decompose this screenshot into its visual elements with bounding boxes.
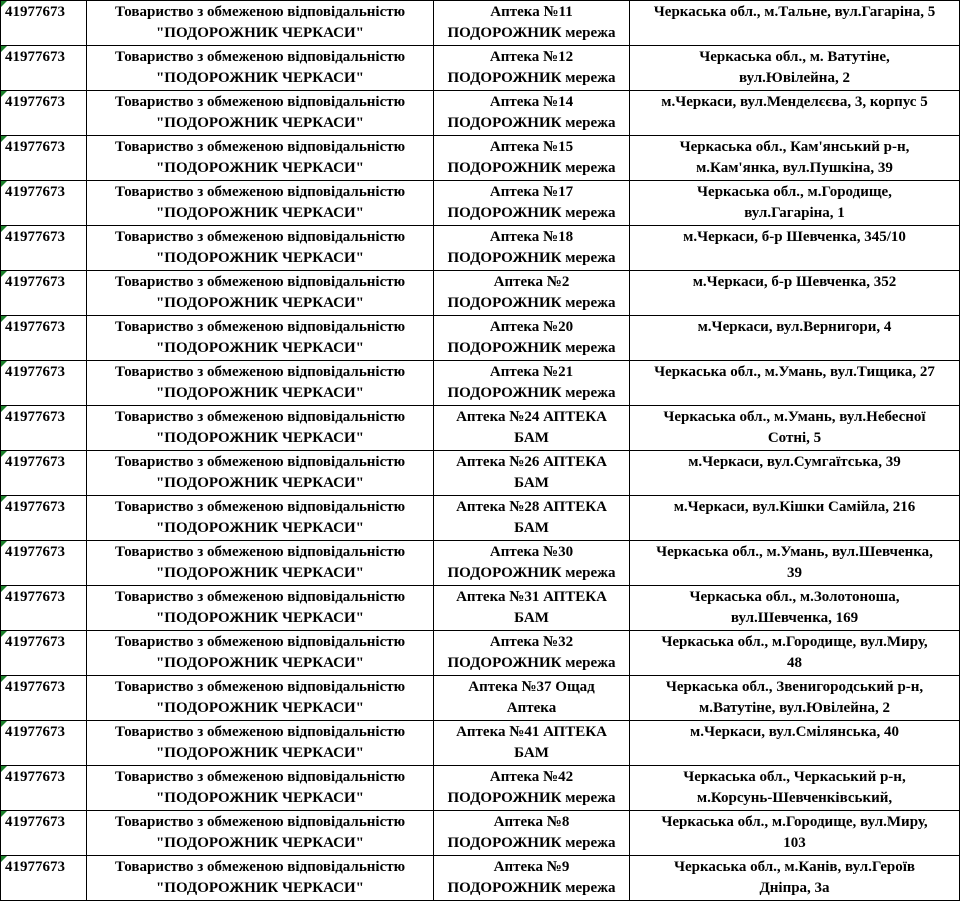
company-legal-form: Товариство з обмеженою відповідальністю: [114, 859, 406, 875]
table-row: [1, 811, 960, 856]
pharmacy-name-cell: [434, 316, 630, 361]
cell-marker-icon: [1, 856, 7, 862]
address-line-1: Черкаська обл., м.Золотоноша,: [689, 589, 900, 605]
pharmacy-network: БАМ: [514, 475, 549, 491]
edrpou-code-cell: [1, 766, 87, 811]
address-line-2: вул.Шевченка, 169: [730, 610, 859, 626]
pharmacy-name-cell: [434, 46, 630, 91]
cell-marker-icon: [1, 406, 7, 412]
pharmacy-number: Аптека №12: [489, 49, 574, 65]
pharmacy-name-cell: [434, 361, 630, 406]
company-legal-form: Товариство з обмеженою відповідальністю: [114, 4, 406, 20]
cell-marker-icon: [1, 316, 7, 322]
edrpou-code-cell: [1, 136, 87, 181]
pharmacy-name-cell: [434, 721, 630, 766]
address-cell: [630, 631, 960, 676]
edrpou-code-cell: [1, 46, 87, 91]
company-legal-form: Товариство з обмеженою відповідальністю: [114, 814, 406, 830]
pharmacy-name-cell: [434, 226, 630, 271]
cell-marker-icon: [1, 1, 7, 7]
address-line-2: Сотні, 5: [767, 430, 822, 446]
address-cell: [630, 856, 960, 901]
edrpou-code-cell: [1, 676, 87, 721]
address-line-1: м.Черкаси, вул.Сумгаїтська, 39: [688, 454, 901, 470]
pharmacy-number: Аптека №15: [489, 139, 574, 155]
address-line-1: Черкаська обл., м.Умань, вул.Тищика, 27: [654, 364, 935, 380]
pharmacy-network: Аптека: [506, 700, 557, 716]
address-line-1: Черкаська обл., м.Городище, вул.Миру,: [661, 814, 928, 830]
company-name-cell: [87, 46, 434, 91]
pharmacy-number: Аптека №11: [490, 4, 573, 20]
edrpou-code-cell: [1, 1, 87, 46]
pharmacy-number: Аптека №26 АПТЕКА: [456, 454, 607, 470]
company-legal-form: Товариство з обмеженою відповідальністю: [114, 589, 406, 605]
company-name: "ПОДОРОЖНИК ЧЕРКАСИ": [155, 70, 365, 86]
address-line-1: Черкаська обл., Черкаський р-н,: [683, 769, 906, 785]
company-legal-form: Товариство з обмеженою відповідальністю: [114, 679, 406, 695]
cell-marker-icon: [1, 811, 7, 817]
address-line-1: м.Черкаси, вул.Менделєєва, 3, корпус 5: [661, 94, 928, 110]
pharmacy-name-cell: [434, 271, 630, 316]
pharmacy-name-cell: [434, 856, 630, 901]
company-name-cell: [87, 271, 434, 316]
cell-marker-icon: [1, 766, 7, 772]
table-row: [1, 406, 960, 451]
pharmacy-network: ПОДОРОЖНИК мережа: [447, 565, 616, 581]
edrpou-code-cell: [1, 856, 87, 901]
company-name: "ПОДОРОЖНИК ЧЕРКАСИ": [155, 565, 365, 581]
company-name-cell: [87, 226, 434, 271]
edrpou-code: 41977673: [5, 724, 65, 740]
address-line-1: м.Черкаси, вул.Кішки Самійла, 216: [673, 499, 916, 515]
pharmacy-network: ПОДОРОЖНИК мережа: [447, 160, 616, 176]
company-legal-form: Товариство з обмеженою відповідальністю: [114, 454, 406, 470]
pharmacy-network: ПОДОРОЖНИК мережа: [447, 250, 616, 266]
edrpou-code: 41977673: [5, 409, 65, 425]
address-line-2: 48: [787, 655, 802, 671]
edrpou-code: 41977673: [5, 139, 65, 155]
company-name-cell: [87, 541, 434, 586]
company-name-cell: [87, 136, 434, 181]
address-cell: [630, 181, 960, 226]
address-line-1: Черкаська обл., Звенигородський р-н,: [665, 679, 924, 695]
cell-marker-icon: [1, 181, 7, 187]
edrpou-code-cell: [1, 316, 87, 361]
edrpou-code-cell: [1, 361, 87, 406]
company-name: "ПОДОРОЖНИК ЧЕРКАСИ": [155, 25, 365, 41]
pharmacy-number: Аптека №9: [493, 859, 570, 875]
company-name-cell: [87, 586, 434, 631]
address-cell: [630, 496, 960, 541]
pharmacy-number: Аптека №24 АПТЕКА: [456, 409, 607, 425]
address-line-1: Черкаська обл., м. Ватутіне,: [699, 49, 890, 65]
company-legal-form: Товариство з обмеженою відповідальністю: [114, 49, 406, 65]
edrpou-code: 41977673: [5, 679, 65, 695]
table-row: [1, 91, 960, 136]
edrpou-code: 41977673: [5, 49, 65, 65]
edrpou-code-cell: [1, 226, 87, 271]
table-row: [1, 1, 960, 46]
edrpou-code: 41977673: [5, 859, 65, 875]
pharmacy-name-cell: [434, 586, 630, 631]
company-name-cell: [87, 721, 434, 766]
pharmacy-number: Аптека №8: [493, 814, 570, 830]
registry-body: [1, 1, 960, 901]
pharmacy-name-cell: [434, 631, 630, 676]
table-row: [1, 181, 960, 226]
pharmacy-number: Аптека №20: [489, 319, 574, 335]
pharmacy-network: ПОДОРОЖНИК мережа: [447, 115, 616, 131]
pharmacy-number: Аптека №30: [489, 544, 574, 560]
pharmacy-name-cell: [434, 496, 630, 541]
pharmacy-number: Аптека №2: [493, 274, 570, 290]
pharmacy-network: ПОДОРОЖНИК мережа: [447, 70, 616, 86]
company-name: "ПОДОРОЖНИК ЧЕРКАСИ": [155, 160, 365, 176]
cell-marker-icon: [1, 721, 7, 727]
address-cell: [630, 811, 960, 856]
address-line-2: Дніпра, 3а: [759, 880, 830, 896]
address-cell: [630, 406, 960, 451]
pharmacy-number: Аптека №17: [489, 184, 574, 200]
company-name: "ПОДОРОЖНИК ЧЕРКАСИ": [155, 340, 365, 356]
company-name: "ПОДОРОЖНИК ЧЕРКАСИ": [155, 520, 365, 536]
company-name: "ПОДОРОЖНИК ЧЕРКАСИ": [155, 880, 365, 896]
table-row: [1, 226, 960, 271]
pharmacy-name-cell: [434, 406, 630, 451]
address-cell: [630, 451, 960, 496]
company-name: "ПОДОРОЖНИК ЧЕРКАСИ": [155, 250, 365, 266]
company-name-cell: [87, 1, 434, 46]
pharmacy-network: ПОДОРОЖНИК мережа: [447, 205, 616, 221]
company-name: "ПОДОРОЖНИК ЧЕРКАСИ": [155, 655, 365, 671]
edrpou-code-cell: [1, 541, 87, 586]
table-row: [1, 46, 960, 91]
address-cell: [630, 586, 960, 631]
company-name: "ПОДОРОЖНИК ЧЕРКАСИ": [155, 205, 365, 221]
edrpou-code: 41977673: [5, 454, 65, 470]
address-cell: [630, 766, 960, 811]
cell-marker-icon: [1, 586, 7, 592]
pharmacy-network: ПОДОРОЖНИК мережа: [447, 295, 616, 311]
edrpou-code-cell: [1, 181, 87, 226]
company-name-cell: [87, 406, 434, 451]
pharmacy-name-cell: [434, 541, 630, 586]
table-row: [1, 316, 960, 361]
pharmacy-number: Аптека №18: [489, 229, 574, 245]
company-legal-form: Товариство з обмеженою відповідальністю: [114, 769, 406, 785]
company-name-cell: [87, 496, 434, 541]
pharmacy-network: ПОДОРОЖНИК мережа: [447, 655, 616, 671]
address-line-1: м.Черкаси, б-р Шевченка, 345/10: [683, 229, 906, 245]
company-name-cell: [87, 361, 434, 406]
company-legal-form: Товариство з обмеженою відповідальністю: [114, 409, 406, 425]
cell-marker-icon: [1, 541, 7, 547]
pharmacy-name-cell: [434, 676, 630, 721]
company-name: "ПОДОРОЖНИК ЧЕРКАСИ": [155, 790, 365, 806]
company-legal-form: Товариство з обмеженою відповідальністю: [114, 499, 406, 515]
table-row: [1, 271, 960, 316]
edrpou-code-cell: [1, 631, 87, 676]
address-line-1: Черкаська обл., Кам'янський р-н,: [679, 139, 910, 155]
company-legal-form: Товариство з обмеженою відповідальністю: [114, 139, 406, 155]
pharmacy-number: Аптека №21: [489, 364, 574, 380]
cell-marker-icon: [1, 631, 7, 637]
company-name: "ПОДОРОЖНИК ЧЕРКАСИ": [155, 115, 365, 131]
address-cell: [630, 1, 960, 46]
company-legal-form: Товариство з обмеженою відповідальністю: [114, 364, 406, 380]
edrpou-code-cell: [1, 91, 87, 136]
cell-marker-icon: [1, 91, 7, 97]
company-name-cell: [87, 856, 434, 901]
address-cell: [630, 721, 960, 766]
table-row: [1, 451, 960, 496]
address-line-2: м.Кам'янка, вул.Пушкіна, 39: [696, 160, 893, 176]
company-name-cell: [87, 181, 434, 226]
table-row: [1, 856, 960, 901]
address-line-2: 39: [787, 565, 802, 581]
table-row: [1, 721, 960, 766]
pharmacy-number: Аптека №41 АПТЕКА: [456, 724, 607, 740]
cell-marker-icon: [1, 136, 7, 142]
table-row: [1, 361, 960, 406]
company-name-cell: [87, 91, 434, 136]
pharmacy-network: ПОДОРОЖНИК мережа: [447, 25, 616, 41]
company-name: "ПОДОРОЖНИК ЧЕРКАСИ": [155, 745, 365, 761]
pharmacy-number: Аптека №37 Ощад: [468, 679, 595, 695]
address-line-2: м.Ватутіне, вул.Ювілейна, 2: [699, 700, 890, 716]
pharmacy-number: Аптека №31 АПТЕКА: [456, 589, 607, 605]
table-row: [1, 676, 960, 721]
edrpou-code-cell: [1, 811, 87, 856]
cell-marker-icon: [1, 226, 7, 232]
company-legal-form: Товариство з обмеженою відповідальністю: [114, 634, 406, 650]
company-name: "ПОДОРОЖНИК ЧЕРКАСИ": [155, 700, 365, 716]
edrpou-code-cell: [1, 496, 87, 541]
company-name: "ПОДОРОЖНИК ЧЕРКАСИ": [155, 475, 365, 491]
address-line-2: вул.Ювілейна, 2: [739, 70, 850, 86]
cell-marker-icon: [1, 676, 7, 682]
edrpou-code: 41977673: [5, 364, 65, 380]
pharmacy-network: ПОДОРОЖНИК мережа: [447, 340, 616, 356]
address-cell: [630, 361, 960, 406]
pharmacy-number: Аптека №28 АПТЕКА: [456, 499, 607, 515]
company-name-cell: [87, 676, 434, 721]
edrpou-code: 41977673: [5, 4, 65, 20]
cell-marker-icon: [1, 496, 7, 502]
edrpou-code: 41977673: [5, 499, 65, 515]
edrpou-code-cell: [1, 271, 87, 316]
cell-marker-icon: [1, 361, 7, 367]
edrpou-code-cell: [1, 586, 87, 631]
address-cell: [630, 46, 960, 91]
pharmacy-name-cell: [434, 766, 630, 811]
edrpou-code-cell: [1, 406, 87, 451]
edrpou-code: 41977673: [5, 94, 65, 110]
address-line-1: Черкаська обл., м.Городище, вул.Миру,: [661, 634, 928, 650]
edrpou-code: 41977673: [5, 634, 65, 650]
edrpou-code-cell: [1, 451, 87, 496]
address-cell: [630, 136, 960, 181]
company-legal-form: Товариство з обмеженою відповідальністю: [114, 184, 406, 200]
company-name-cell: [87, 451, 434, 496]
table-row: [1, 586, 960, 631]
company-legal-form: Товариство з обмеженою відповідальністю: [114, 319, 406, 335]
address-line-1: м.Черкаси, вул.Смілянська, 40: [690, 724, 899, 740]
address-line-1: Черкаська обл., м.Тальне, вул.Гагаріна, 5: [653, 4, 936, 20]
address-line-1: Черкаська обл., м.Городище,: [697, 184, 892, 200]
address-line-2: вул.Гагаріна, 1: [744, 205, 845, 221]
table-row: [1, 766, 960, 811]
pharmacy-network: БАМ: [514, 610, 549, 626]
company-name: "ПОДОРОЖНИК ЧЕРКАСИ": [155, 295, 365, 311]
address-line-1: м.Черкаси, б-р Шевченка, 352: [692, 274, 897, 290]
address-cell: [630, 541, 960, 586]
address-line-1: Черкаська обл., м.Умань, вул.Шевченка,: [656, 544, 933, 560]
pharmacy-name-cell: [434, 451, 630, 496]
company-name: "ПОДОРОЖНИК ЧЕРКАСИ": [155, 610, 365, 626]
company-name-cell: [87, 811, 434, 856]
company-name-cell: [87, 631, 434, 676]
pharmacy-network: ПОДОРОЖНИК мережа: [447, 790, 616, 806]
address-cell: [630, 226, 960, 271]
cell-marker-icon: [1, 271, 7, 277]
company-name: "ПОДОРОЖНИК ЧЕРКАСИ": [155, 385, 365, 401]
pharmacy-number: Аптека №14: [489, 94, 574, 110]
cell-marker-icon: [1, 46, 7, 52]
address-line-1: м.Черкаси, вул.Вернигори, 4: [697, 319, 892, 335]
address-cell: [630, 91, 960, 136]
table-row: [1, 541, 960, 586]
company-legal-form: Товариство з обмеженою відповідальністю: [114, 724, 406, 740]
pharmacy-network: БАМ: [514, 745, 549, 761]
pharmacy-name-cell: [434, 136, 630, 181]
pharmacy-name-cell: [434, 91, 630, 136]
edrpou-code: 41977673: [5, 319, 65, 335]
pharmacy-network: ПОДОРОЖНИК мережа: [447, 835, 616, 851]
company-name-cell: [87, 766, 434, 811]
company-name-cell: [87, 316, 434, 361]
company-name: "ПОДОРОЖНИК ЧЕРКАСИ": [155, 835, 365, 851]
edrpou-code: 41977673: [5, 814, 65, 830]
pharmacy-network: ПОДОРОЖНИК мережа: [447, 880, 616, 896]
pharmacy-network: БАМ: [514, 520, 549, 536]
company-legal-form: Товариство з обмеженою відповідальністю: [114, 544, 406, 560]
address-cell: [630, 316, 960, 361]
company-legal-form: Товариство з обмеженою відповідальністю: [114, 274, 406, 290]
edrpou-code-cell: [1, 721, 87, 766]
company-legal-form: Товариство з обмеженою відповідальністю: [114, 94, 406, 110]
cell-marker-icon: [1, 451, 7, 457]
address-line-1: Черкаська обл., м.Канів, вул.Героїв: [673, 859, 916, 875]
pharmacy-name-cell: [434, 811, 630, 856]
pharmacy-network: ПОДОРОЖНИК мережа: [447, 385, 616, 401]
pharmacy-name-cell: [434, 181, 630, 226]
edrpou-code: 41977673: [5, 769, 65, 785]
company-legal-form: Товариство з обмеженою відповідальністю: [114, 229, 406, 245]
address-line-1: Черкаська обл., м.Умань, вул.Небесної: [663, 409, 926, 425]
edrpou-code: 41977673: [5, 229, 65, 245]
pharmacy-name-cell: [434, 1, 630, 46]
pharmacy-number: Аптека №42: [489, 769, 574, 785]
table-row: [1, 496, 960, 541]
table-row: [1, 136, 960, 181]
address-cell: [630, 676, 960, 721]
address-line-2: м.Корсунь-Шевченківський,: [696, 790, 893, 806]
pharmacy-number: Аптека №32: [489, 634, 574, 650]
address-cell: [630, 271, 960, 316]
edrpou-code: 41977673: [5, 274, 65, 290]
table-row: [1, 631, 960, 676]
address-line-2: 103: [783, 835, 806, 851]
edrpou-code: 41977673: [5, 184, 65, 200]
company-name: "ПОДОРОЖНИК ЧЕРКАСИ": [155, 430, 365, 446]
edrpou-code: 41977673: [5, 589, 65, 605]
pharmacy-network: БАМ: [514, 430, 549, 446]
edrpou-code: 41977673: [5, 544, 65, 560]
